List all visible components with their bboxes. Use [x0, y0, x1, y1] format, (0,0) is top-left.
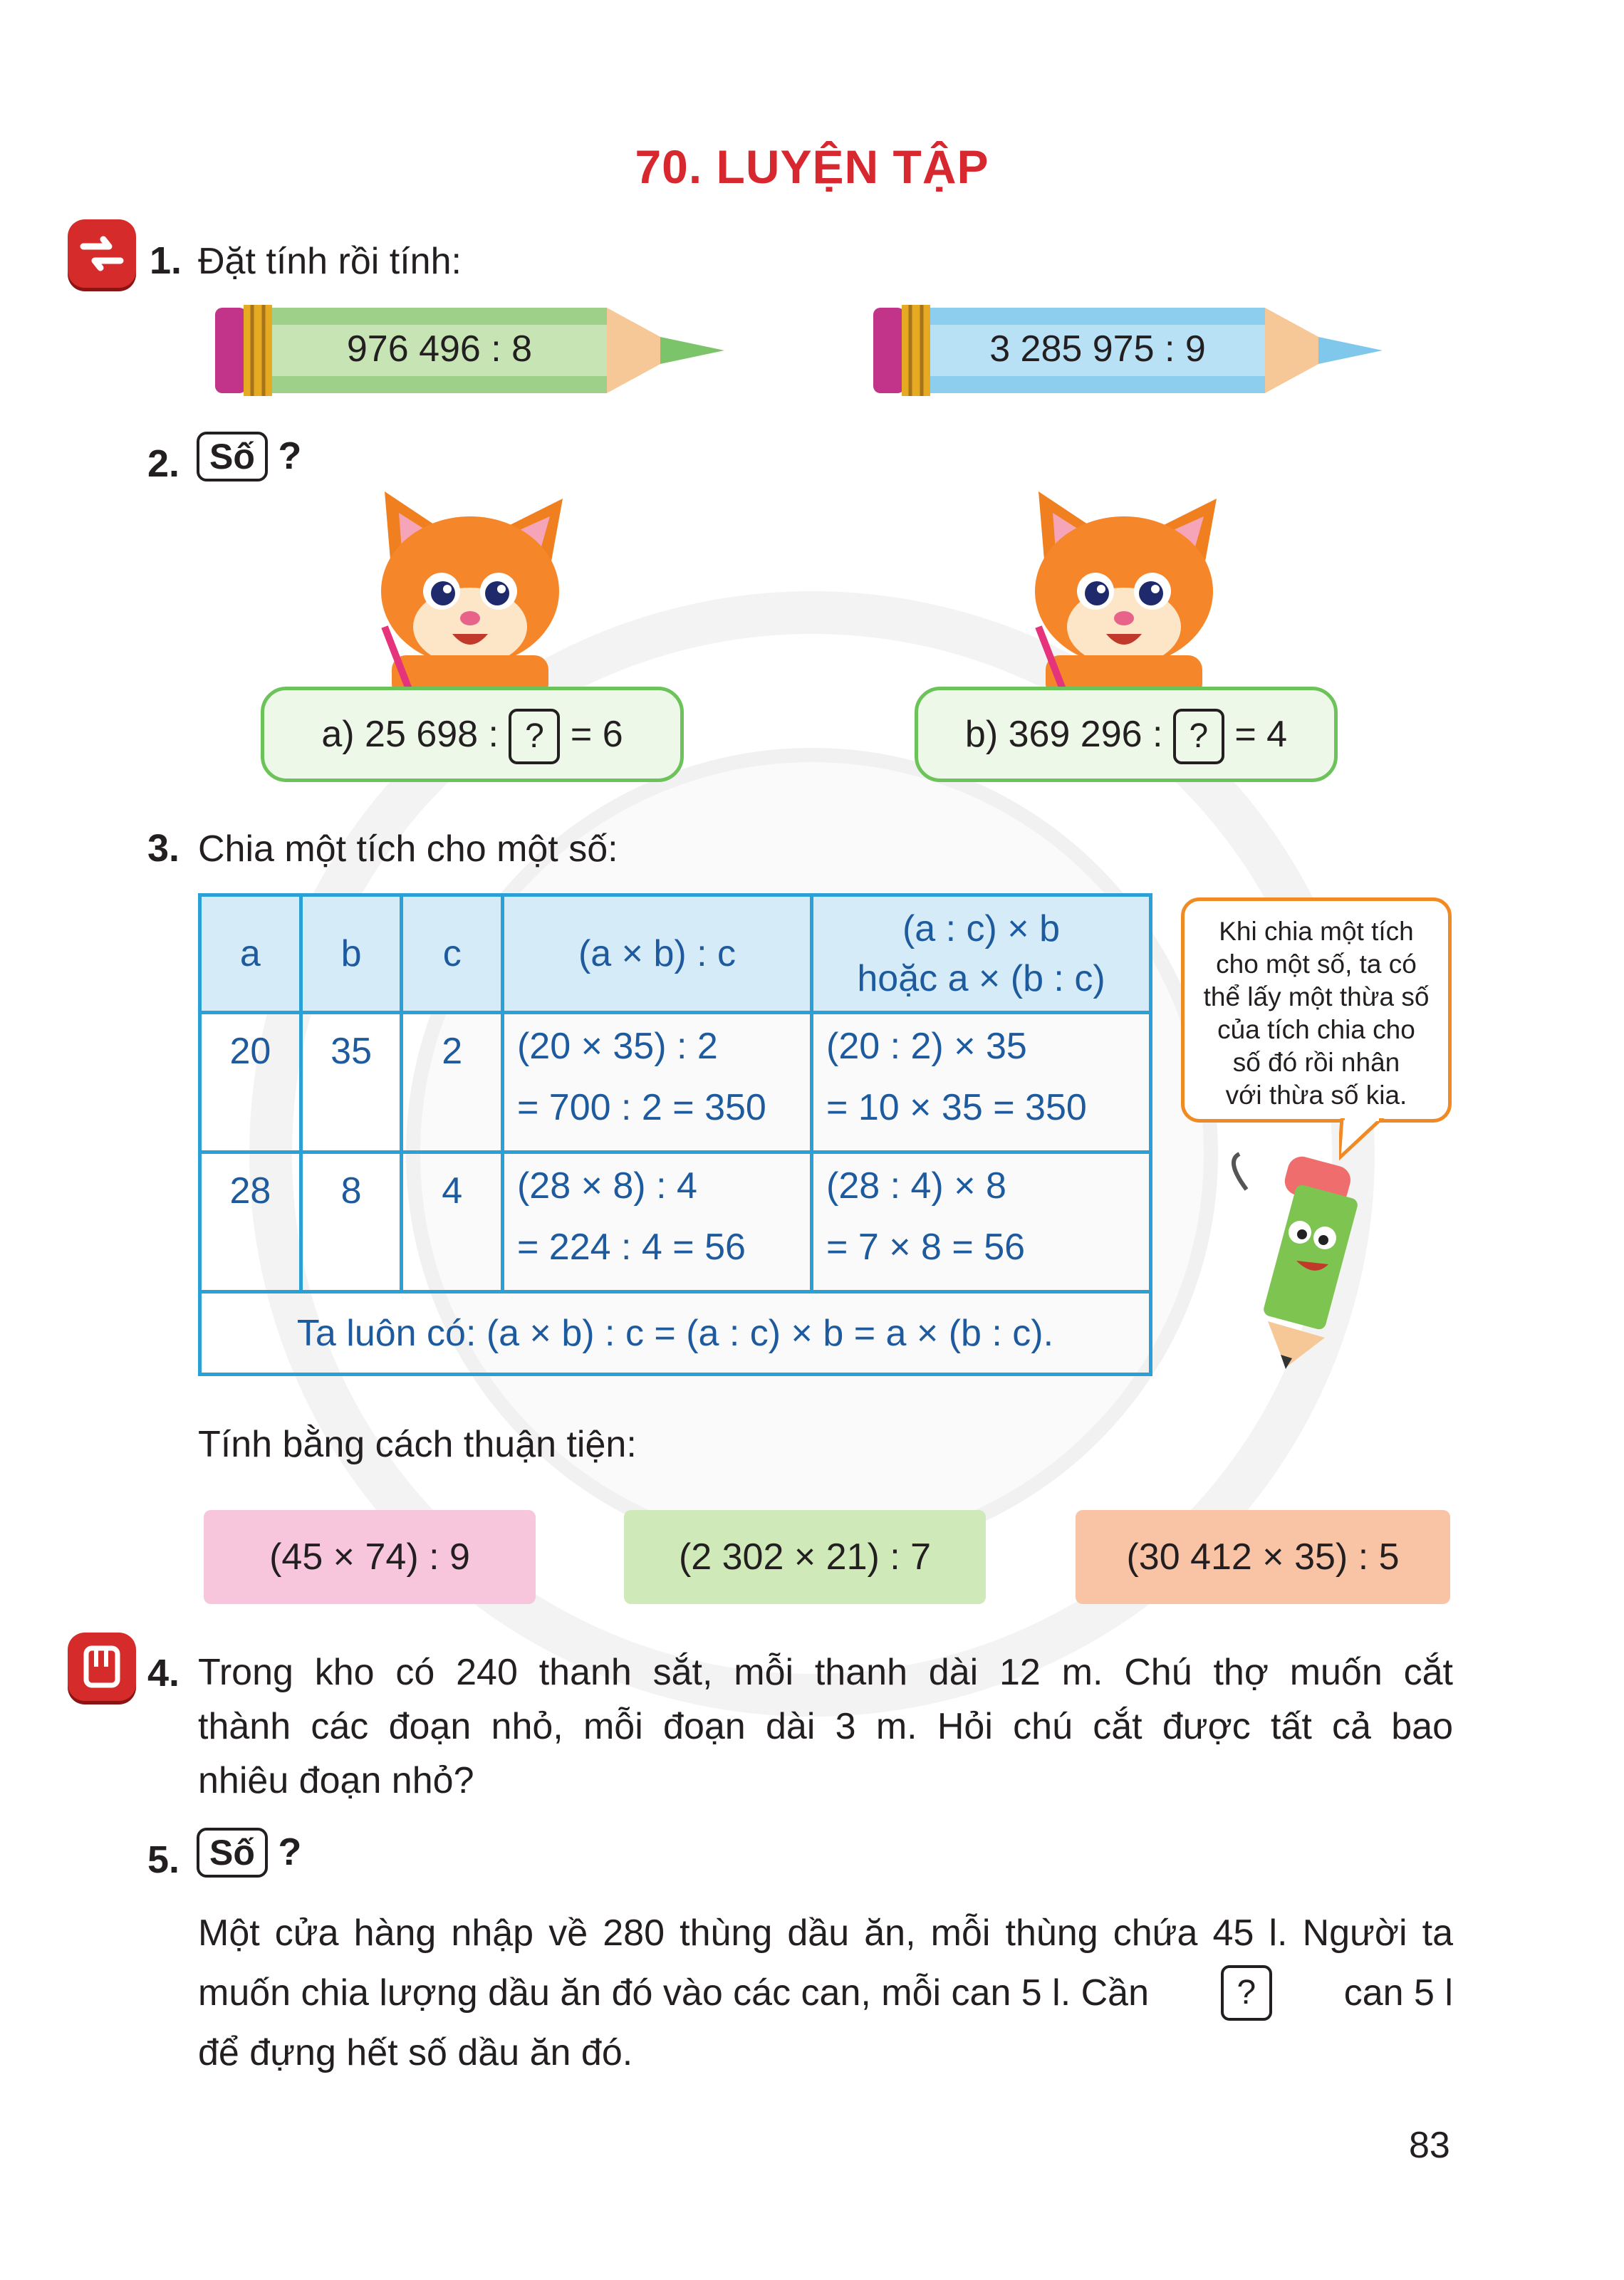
application-badge-icon: [68, 1633, 136, 1701]
so-label-box: Số: [197, 432, 268, 481]
cell-expr-1: [502, 1152, 811, 1292]
expr-line: (20 × 35) : 2: [516, 1026, 718, 1067]
tip-line: thể lấy một thừa số: [1203, 982, 1430, 1011]
problem-2a-left: a) 25 698 :: [321, 714, 499, 755]
problem-2b-box: [915, 687, 1338, 782]
exercise-4-text: [198, 1645, 1453, 1808]
page-title: 70. LUYỆN TẬP: [635, 140, 989, 193]
expression-tape-3: (30 412 × 35) : 5: [1076, 1510, 1450, 1604]
division-item-2: 3 285 975 : 9: [989, 328, 1206, 370]
problem-2b-right: = 4: [1234, 714, 1288, 755]
expr-line: = 224 : 4 = 56: [516, 1227, 746, 1268]
cell-expr-1: [502, 1013, 811, 1152]
tip-speech-bubble: [1181, 897, 1452, 1123]
division-item-1: 976 496 : 8: [346, 328, 533, 370]
text-segment: muốn chia lượng dầu ăn đó vào các can, mỗi can 5 l. Cần: [198, 1972, 1150, 2014]
tip-line: của tích chia cho: [1217, 1015, 1415, 1044]
exercise-2-number: 2.: [147, 442, 180, 485]
text-line: thành các đoạn nhỏ, mỗi đoạn dài 3 m. Hỏi chú cắt được tất cả bao: [198, 1706, 1453, 1747]
so-label-box: Số: [197, 1828, 268, 1878]
expr-line: (20 : 2) × 35: [826, 1026, 1027, 1067]
header-expr-2: [812, 895, 1151, 1013]
exercise-5-number: 5.: [147, 1838, 180, 1881]
exercise-2-question-mark: ?: [278, 434, 302, 477]
tip-line: số đó rồi nhân: [1232, 1048, 1400, 1077]
table-footer: Ta luôn có: (a × b) : c = (a : c) × b = a × (b : c).: [200, 1292, 1151, 1375]
exercise-1-number: 1.: [150, 239, 182, 282]
header-c: c: [402, 895, 503, 1013]
text-line: Trong kho có 240 thanh sắt, mỗi thanh dài 12 m. Chú thợ muốn cắt: [198, 1652, 1453, 1693]
header-b: b: [301, 895, 402, 1013]
header-expr-2-line1: (a : c) × b: [902, 908, 1061, 949]
cell-expr-2: [812, 1013, 1151, 1152]
problem-2a-box: [261, 687, 684, 782]
exercise-4-number: 4.: [147, 1652, 180, 1695]
exercise-5-text: [198, 1903, 1453, 2083]
cell-c: 2: [402, 1013, 503, 1152]
header-expr-2-line2: hoặc a × (b : c): [857, 958, 1105, 999]
cell-expr-2: [812, 1152, 1151, 1292]
answer-blank-5[interactable]: ?: [1221, 1965, 1272, 2021]
division-property-table: [198, 893, 1152, 1376]
text-line: để đựng hết số dầu ăn đó.: [198, 2032, 633, 2073]
text-segment: can 5 l: [1343, 1972, 1453, 2014]
expr-line: = 10 × 35 = 350: [826, 1087, 1087, 1128]
cell-b: 35: [301, 1013, 402, 1152]
cat-illustration-icon: [363, 484, 577, 698]
exercise-3-number: 3.: [147, 827, 180, 870]
cell-a: 20: [200, 1013, 301, 1152]
header-expr-1: (a × b) : c: [502, 895, 811, 1013]
expr-line: = 700 : 2 = 350: [516, 1087, 766, 1128]
problem-2a-right: = 6: [570, 714, 623, 755]
tip-line: với thừa số kia.: [1225, 1081, 1407, 1110]
answer-blank-2b[interactable]: ?: [1173, 709, 1224, 764]
pencil-mascot-icon: [1218, 1147, 1382, 1375]
expression-tape-1: (45 × 74) : 9: [204, 1510, 536, 1604]
tip-line: cho một số, ta có: [1216, 949, 1417, 979]
text-line: nhiêu đoạn nhỏ?: [198, 1760, 474, 1801]
convenient-calc-text: Tính bằng cách thuận tiện:: [198, 1424, 637, 1465]
text-line-with-blank: [198, 1963, 1453, 2023]
tip-line: Khi chia một tích: [1219, 917, 1414, 946]
header-a: a: [200, 895, 301, 1013]
exercise-5-question-mark: ?: [278, 1831, 302, 1873]
text-line: Một cửa hàng nhập về 280 thùng dầu ăn, mỗi thùng chứa 45 l. Người ta: [198, 1912, 1453, 1954]
practice-badge-icon: [68, 219, 136, 288]
cell-c: 4: [402, 1152, 503, 1292]
cell-a: 28: [200, 1152, 301, 1292]
exercise-1-text: Đặt tính rồi tính:: [198, 241, 462, 282]
answer-blank-2a[interactable]: ?: [509, 709, 560, 764]
expr-line: (28 × 8) : 4: [516, 1165, 697, 1207]
problem-2b-left: b) 369 296 :: [964, 714, 1163, 755]
expr-line: (28 : 4) × 8: [826, 1165, 1006, 1207]
exercise-3-text: Chia một tích cho một số:: [198, 828, 618, 870]
page-number: 83: [1409, 2125, 1450, 2166]
cat-illustration-icon: [1017, 484, 1231, 698]
expression-tape-2: (2 302 × 21) : 7: [624, 1510, 986, 1604]
cell-b: 8: [301, 1152, 402, 1292]
expr-line: = 7 × 8 = 56: [826, 1227, 1026, 1268]
